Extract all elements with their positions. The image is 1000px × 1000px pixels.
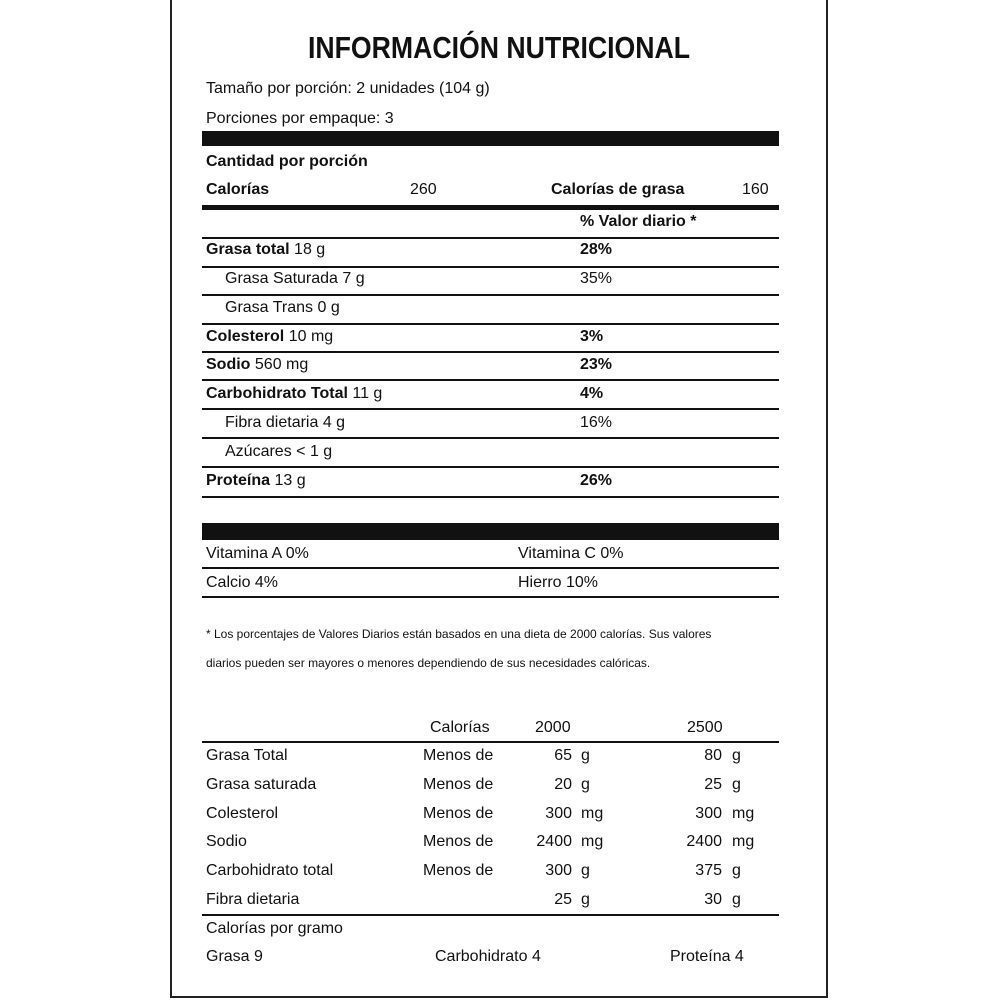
calories-label: Calorías bbox=[206, 181, 270, 198]
ref-row-u1: g bbox=[581, 776, 590, 793]
ref-row-u1: g bbox=[581, 862, 590, 879]
calories-per-gram-protein: Proteína 4 bbox=[670, 948, 744, 965]
servings-per-container: Porciones por empaque: 3 bbox=[206, 110, 394, 127]
ref-row-name: Carbohidrato total bbox=[206, 862, 334, 879]
ref-row-u2: g bbox=[732, 747, 741, 764]
calories-per-gram-label: Calorías por gramo bbox=[206, 920, 343, 937]
nutrient-row-sodium: Sodio 560 mg bbox=[206, 356, 309, 373]
ref-row-u1: g bbox=[581, 891, 590, 908]
ref-row-limit: Menos de bbox=[423, 862, 494, 879]
fat-calories-label: Calorías de grasa bbox=[551, 181, 685, 198]
calories-value: 260 bbox=[410, 181, 437, 198]
ref-header-2000: 2000 bbox=[535, 719, 571, 736]
nutrient-row-trans-fat: Grasa Trans 0 g bbox=[225, 299, 340, 316]
divider bbox=[202, 294, 779, 296]
ref-row-u2: g bbox=[732, 891, 741, 908]
nutrient-row-total-carb: Carbohidrato Total 11 g bbox=[206, 385, 383, 402]
ref-row-v1: 20 bbox=[554, 776, 572, 793]
ref-row-v1: 65 bbox=[554, 747, 572, 764]
ref-row-v2: 25 bbox=[704, 776, 722, 793]
nutrient-row-saturated-fat: Grasa Saturada 7 g bbox=[225, 270, 365, 287]
divider bbox=[202, 408, 779, 410]
ref-row-name: Fibra dietaria bbox=[206, 891, 300, 908]
ref-row-u2: mg bbox=[732, 833, 755, 850]
fat-calories-value: 160 bbox=[742, 181, 769, 198]
nutrient-dv-total-carb: 4% bbox=[580, 385, 604, 402]
label-title: INFORMACIÓN NUTRICIONAL bbox=[307, 30, 691, 65]
ref-row-name: Colesterol bbox=[206, 805, 279, 822]
ref-row-name: Grasa saturada bbox=[206, 776, 317, 793]
calories-per-gram-carb: Carbohidrato 4 bbox=[435, 948, 541, 965]
nutrition-label-frame bbox=[170, 0, 828, 998]
ref-row-v2: 300 bbox=[695, 805, 722, 822]
ref-row-u1: g bbox=[581, 747, 590, 764]
vitamin-c: Vitamina C 0% bbox=[518, 545, 624, 562]
ref-row-v2: 30 bbox=[704, 891, 722, 908]
divider bbox=[202, 914, 779, 916]
nutrient-row-fiber: Fibra dietaria 4 g bbox=[225, 414, 346, 431]
ref-row-u2: g bbox=[732, 776, 741, 793]
ref-row-v2: 2400 bbox=[686, 833, 722, 850]
nutrient-row-sugars: Azúcares < 1 g bbox=[225, 443, 333, 460]
nutrient-dv-fiber: 16% bbox=[580, 414, 613, 431]
nutrient-row-total-fat: Grasa total 18 g bbox=[206, 241, 326, 258]
divider bbox=[202, 379, 779, 381]
ref-row-limit: Menos de bbox=[423, 833, 494, 850]
divider bbox=[202, 266, 779, 268]
footnote-line-1: * Los porcentajes de Valores Diarios están basados en una dieta de 2000 calorías. Sus valores bbox=[206, 627, 712, 641]
nutrient-dv-saturated-fat: 35% bbox=[580, 270, 613, 287]
nutrient-dv-total-fat: 28% bbox=[580, 241, 613, 258]
ref-row-u1: mg bbox=[581, 833, 604, 850]
nutrient-row-cholesterol: Colesterol 10 mg bbox=[206, 328, 334, 345]
ref-row-v2: 375 bbox=[695, 862, 722, 879]
calories-per-gram-fat: Grasa 9 bbox=[206, 948, 263, 965]
ref-header-2500: 2500 bbox=[687, 719, 723, 736]
divider bbox=[202, 496, 779, 498]
vitamin-a: Vitamina A 0% bbox=[206, 545, 309, 562]
ref-row-v2: 80 bbox=[704, 747, 722, 764]
divider bbox=[202, 323, 779, 325]
ref-row-v1: 2400 bbox=[536, 833, 572, 850]
ref-row-u1: mg bbox=[581, 805, 604, 822]
divider bbox=[202, 237, 779, 239]
calcium: Calcio 4% bbox=[206, 574, 279, 591]
ref-header-calories: Calorías bbox=[430, 719, 490, 736]
divider bbox=[202, 567, 779, 569]
divider bbox=[202, 351, 779, 353]
ref-row-u2: mg bbox=[732, 805, 755, 822]
daily-value-header: % Valor diario * bbox=[580, 213, 697, 230]
amount-per-serving: Cantidad por porción bbox=[206, 153, 368, 170]
divider bbox=[202, 437, 779, 439]
thick-divider-vitamins bbox=[202, 523, 779, 540]
medium-divider bbox=[202, 205, 779, 210]
ref-row-name: Grasa Total bbox=[206, 747, 288, 764]
nutrient-dv-protein: 26% bbox=[580, 472, 613, 489]
footnote-line-2: diarios pueden ser mayores o menores dependiendo de sus necesidades calóricas. bbox=[206, 656, 651, 670]
ref-row-limit: Menos de bbox=[423, 805, 494, 822]
iron: Hierro 10% bbox=[518, 574, 599, 591]
divider bbox=[202, 596, 779, 598]
thick-divider-top bbox=[202, 131, 779, 146]
nutrient-dv-sodium: 23% bbox=[580, 356, 613, 373]
ref-row-v1: 300 bbox=[545, 862, 572, 879]
ref-row-limit: Menos de bbox=[423, 747, 494, 764]
ref-row-name: Sodio bbox=[206, 833, 247, 850]
nutrient-dv-cholesterol: 3% bbox=[580, 328, 604, 345]
serving-size: Tamaño por porción: 2 unidades (104 g) bbox=[206, 80, 490, 97]
divider bbox=[202, 466, 779, 468]
ref-row-v1: 300 bbox=[545, 805, 572, 822]
ref-row-u2: g bbox=[732, 862, 741, 879]
nutrient-row-protein: Proteína 13 g bbox=[206, 472, 306, 489]
ref-row-v1: 25 bbox=[554, 891, 572, 908]
divider bbox=[202, 741, 779, 743]
ref-row-limit: Menos de bbox=[423, 776, 494, 793]
